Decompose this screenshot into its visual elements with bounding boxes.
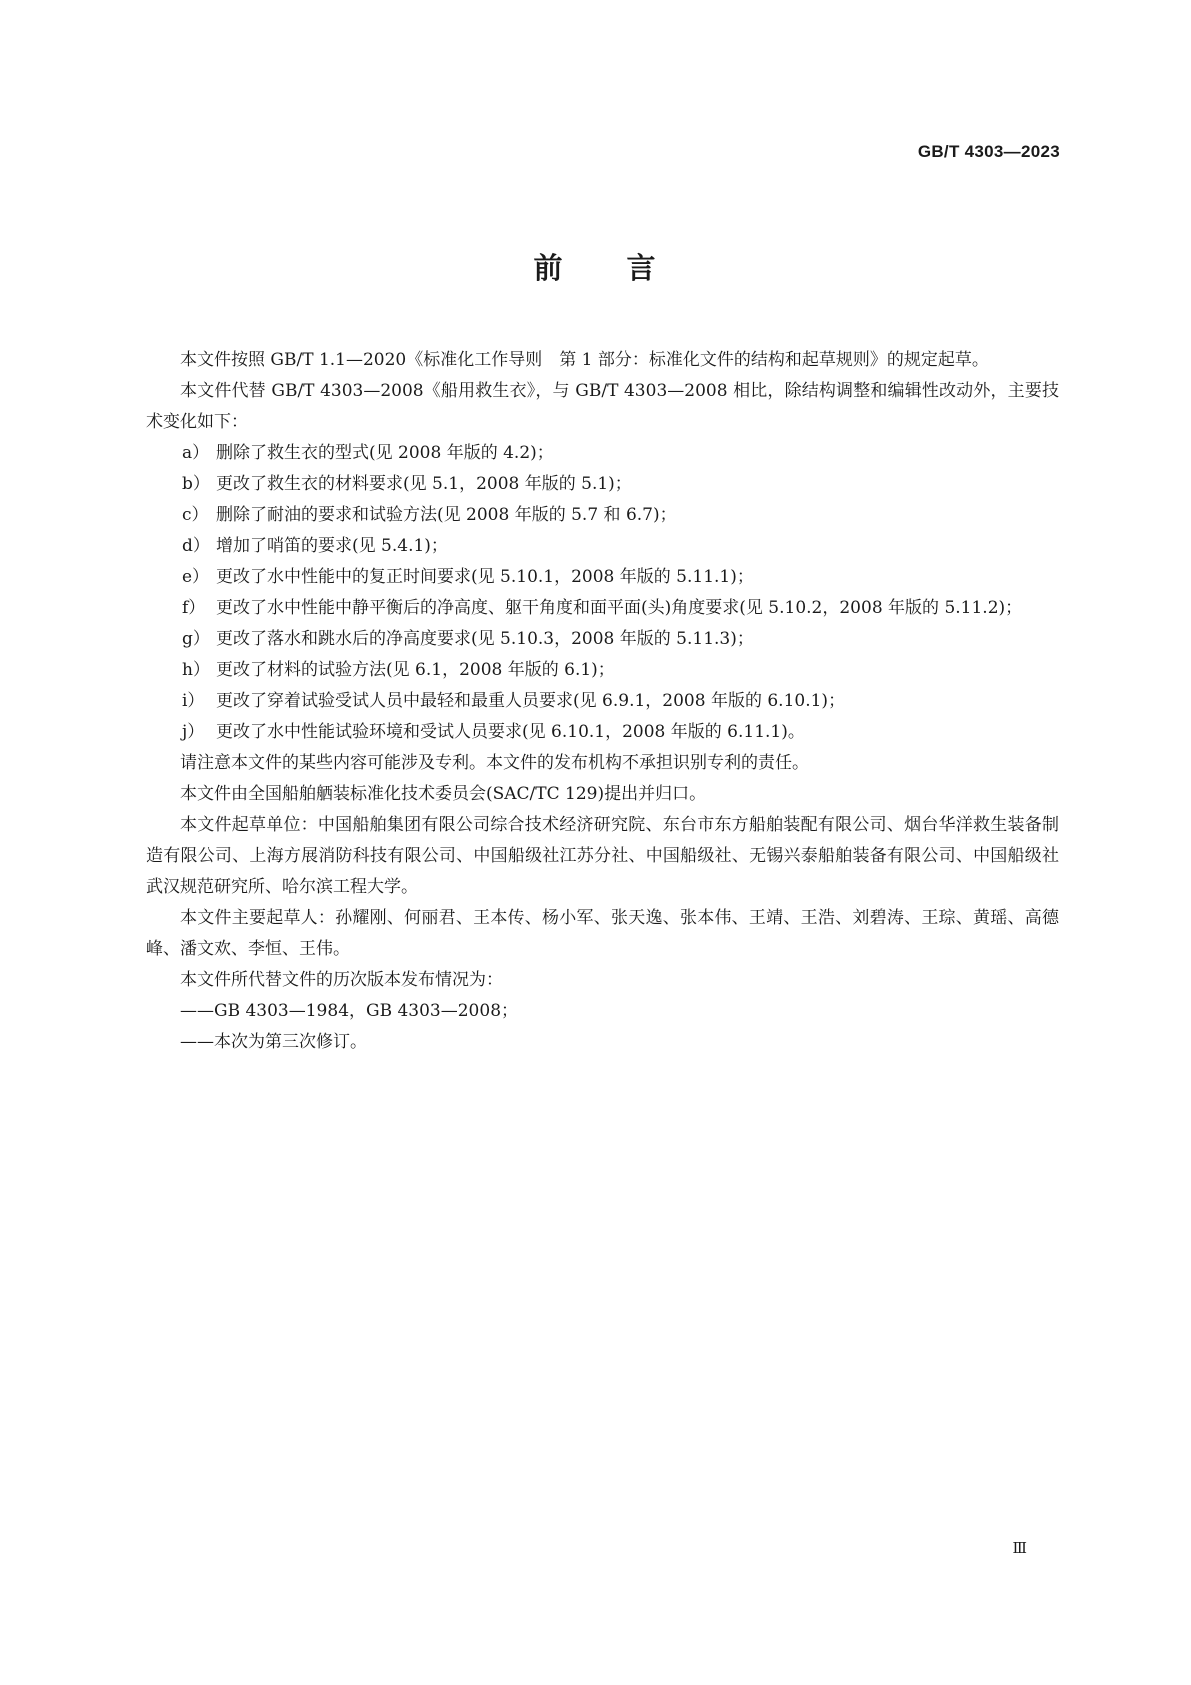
list-item-text: 更改了救生衣的材料要求(见 5.1，2008 年版的 5.1)； xyxy=(216,474,632,494)
paragraph-drafting-rules: 本文件按照 GB/T 1.1—2020《标准化工作导则 第 1 部分：标准化文件的结构和起草规则》的规定起草。 xyxy=(180,350,989,370)
list-item-marker: b） xyxy=(182,474,210,494)
list-item-marker: i） xyxy=(182,691,205,711)
list-item xyxy=(146,686,1059,717)
list-item-marker: a） xyxy=(182,443,210,463)
title-char-2: 言 xyxy=(626,251,658,285)
list-item-text: 更改了水中性能中静平衡后的净高度、躯干角度和面平面(头)角度要求(见 5.10.2，2008 年版的 5.11.2)； xyxy=(216,598,1023,618)
document-code: GB/T 4303—2023 xyxy=(917,142,1060,161)
list-item-text: 删除了救生衣的型式(见 2008 年版的 4.2)； xyxy=(216,443,554,463)
list-item-text: 更改了材料的试验方法(见 6.1，2008 年版的 6.1)； xyxy=(216,660,615,680)
title-char-1: 前 xyxy=(533,251,565,285)
list-item-marker: j） xyxy=(182,722,205,742)
list-item-text: 更改了穿着试验受试人员中最轻和最重人员要求(见 6.9.1，2008 年版的 6.10.1)； xyxy=(216,691,846,711)
paragraph-replacement: 本文件代替 GB/T 4303—2008《船用救生衣》，与 GB/T 4303—2008 相比，除结构调整和编辑性改动外，主要技术变化如下： xyxy=(146,381,1059,432)
list-item xyxy=(146,438,1059,469)
page-number: Ⅲ xyxy=(1012,1539,1027,1557)
paragraph-drafters: 本文件主要起草人：孙耀刚、何丽君、王本传、杨小军、张天逸、张本伟、王靖、王浩、刘碧涛、王琮、黄瑶、高德峰、潘文欢、李恒、王伟。 xyxy=(146,908,1059,959)
paragraph-drafting-units: 本文件起草单位：中国船舶集团有限公司综合技术经济研究院、东台市东方船舶装配有限公司、烟台华洋救生装备制造有限公司、上海方展消防科技有限公司、中国船级社江苏分社、中国船级社、无锡兴泰船舶装备有限公司、中国船级社武汉规范研究所、哈尔滨工程大学。 xyxy=(146,815,1059,897)
page-title xyxy=(0,246,1191,287)
list-item-marker: e） xyxy=(182,567,210,587)
list-item-text: 增加了哨笛的要求(见 5.4.1)； xyxy=(216,536,448,556)
list-item xyxy=(146,717,1059,748)
list-item xyxy=(146,655,1059,686)
list-item-text: 更改了落水和跳水后的净高度要求(见 5.10.3，2008 年版的 5.11.3)； xyxy=(216,629,754,649)
list-item xyxy=(146,562,1059,593)
list-item-marker: g） xyxy=(182,629,210,649)
list-item-text: 删除了耐油的要求和试验方法(见 2008 年版的 5.7 和 6.7)； xyxy=(216,505,677,525)
list-item xyxy=(146,531,1059,562)
list-item xyxy=(146,469,1059,500)
list-item-text: 更改了水中性能中的复正时间要求(见 5.10.1，2008 年版的 5.11.1)； xyxy=(216,567,754,587)
changes-list xyxy=(146,438,1059,748)
paragraph-history-intro: 本文件所代替文件的历次版本发布情况为： xyxy=(180,970,503,990)
list-item-marker: f） xyxy=(182,598,206,618)
history-item: ——本次为第三次修订。 xyxy=(180,1032,367,1052)
list-item-marker: h） xyxy=(182,660,210,680)
list-item-text: 更改了水中性能试验环境和受试人员要求(见 6.10.1，2008 年版的 6.11.1)。 xyxy=(216,722,805,742)
paragraph-proposer: 本文件由全国船舶舾装标准化技术委员会(SAC/TC 129)提出并归口。 xyxy=(180,784,707,804)
list-item xyxy=(146,500,1059,531)
paragraph-patent-notice: 请注意本文件的某些内容可能涉及专利。本文件的发布机构不承担识别专利的责任。 xyxy=(180,753,809,773)
list-item xyxy=(146,593,1059,624)
list-item xyxy=(146,624,1059,655)
history-item: ——GB 4303—1984，GB 4303—2008； xyxy=(180,1001,519,1021)
list-item-marker: d） xyxy=(182,536,210,556)
document-body xyxy=(146,345,1059,1058)
history-list xyxy=(146,996,1059,1058)
list-item-marker: c） xyxy=(182,505,209,525)
